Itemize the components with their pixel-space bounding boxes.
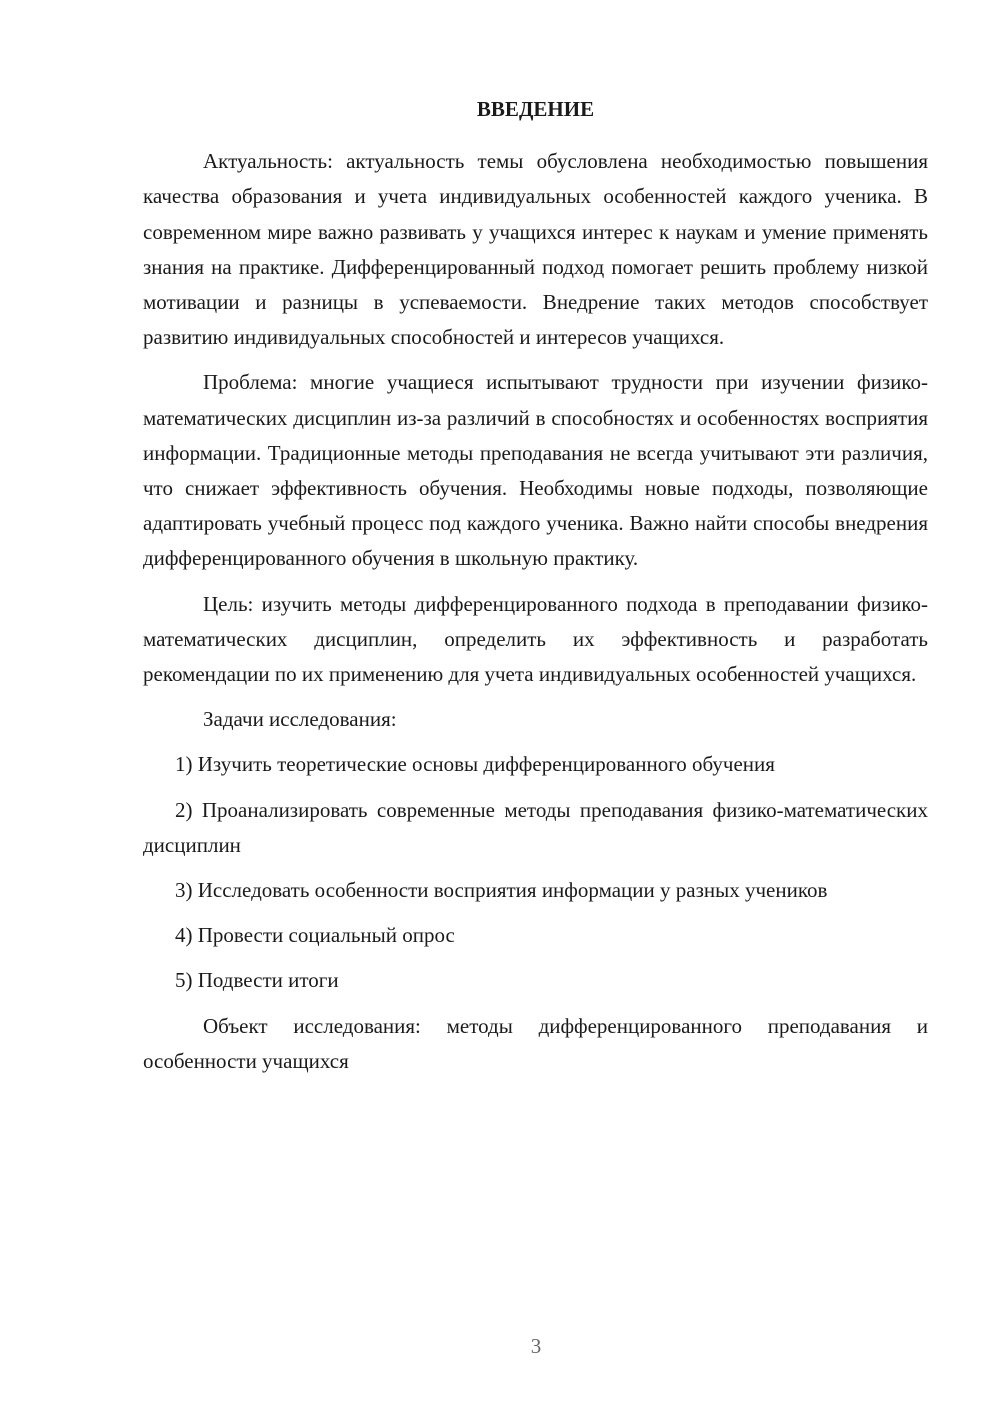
paragraph-goal: Цель: изучить методы дифференцированного подхода в преподавании физико-математических дисциплин, определить их эффективность и разработать рекомендации по их применению для учета индивидуальных особенностей учащихся. [143,591,928,687]
page-number: 3 [530,1334,542,1358]
task-item-2: 2) Проанализировать современные методы преподавания физико-математических дисциплин [143,797,928,857]
page-body [143,92,928,1089]
task-item-1: 1) Изучить теоретические основы дифференцированного обучения [175,752,775,777]
task-item-5: 5) Подвести итоги [175,968,339,993]
task-item-4: 4) Провести социальный опрос [175,923,455,948]
tasks-heading: Задачи исследования: [203,707,397,732]
paragraph-object: Объект исследования: методы дифференцированного преподавания и особенности учащихся [143,1013,928,1073]
paragraph-problem: Проблема: многие учащиеся испытывают трудности при изучении физико-математических дисциплин из-за различий в способностях и особенностях восприятия информации. Традиционные методы преподавания не всегда учитывают эти различия, что снижает эффективность обучения. Необходимы новые подходы, позволяющие адаптировать учебный процесс под каждого ученика. Важно найти способы внедрения дифференцированного обучения в школьную практику. [143,370,928,571]
section-title: ВВЕДЕНИЕ [476,97,595,121]
paragraph-relevance: Актуальность: актуальность темы обусловлена необходимостью повышения качества образования и учета индивидуальных особенностей каждого ученика. В современном мире важно развивать у учащихся интерес к наукам и умение применять знания на практике. Дифференцированный подход помогает решить проблему низкой мотивации и разницы в успеваемости. Внедрение таких методов способствует развитию индивидуальных способностей и интересов учащихся. [143,149,928,350]
task-item-3: 3) Исследовать особенности восприятия информации у разных учеников [175,878,828,903]
